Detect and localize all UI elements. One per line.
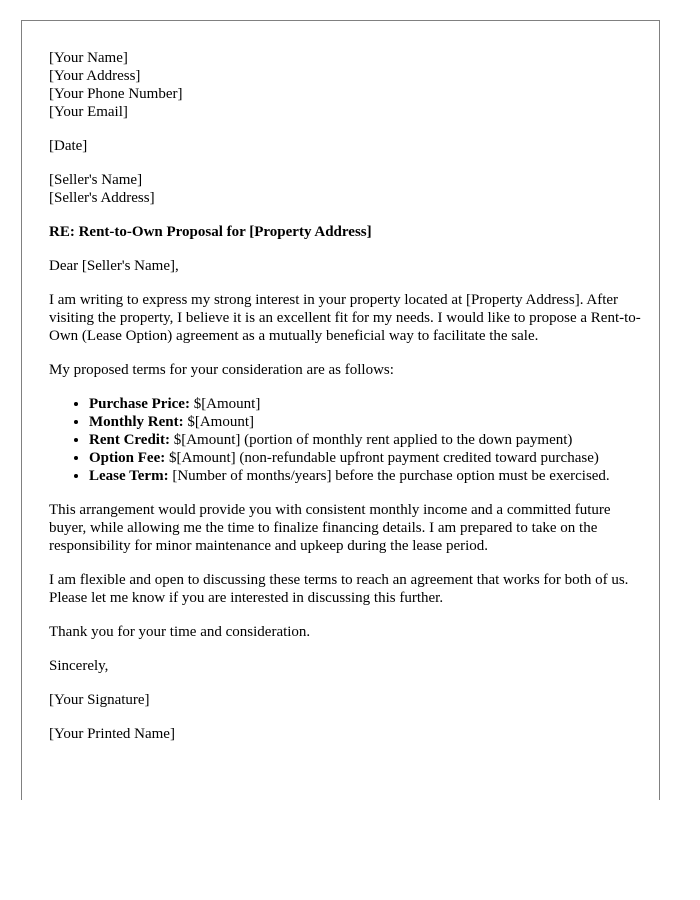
signature: [Your Signature]	[49, 692, 150, 708]
term-value: [Number of months/years] before the purchase option must be exercised.	[168, 468, 610, 484]
recipient-block	[49, 171, 649, 207]
sender-block	[49, 49, 649, 121]
sender-phone: [Your Phone Number]	[49, 86, 183, 102]
term-value: $[Amount]	[183, 414, 254, 430]
term-value: $[Amount] (portion of monthly rent applied to the down payment)	[169, 432, 573, 448]
terms-list	[49, 395, 649, 485]
sender-name: [Your Name]	[49, 50, 128, 66]
thanks-paragraph: Thank you for your time and consideration.	[49, 624, 311, 640]
term-value: $[Amount] (non-refundable upfront payment credited toward purchase)	[165, 450, 599, 466]
subject-line: RE: Rent-to-Own Proposal for [Property Address]	[49, 224, 372, 240]
intro-paragraph: I am writing to express my strong interest in your property located at [Property Address]. After visiting the property, I believe it is an excellent fit for my needs. I would like to propose a Rent-to-Own (Lease Option) agreement as a mutually beneficial way to facilitate the sale.	[49, 292, 641, 344]
recipient-name: [Seller's Name]	[49, 172, 143, 188]
list-item	[89, 467, 649, 485]
letter-date: [Date]	[49, 138, 88, 154]
recipient-address: [Seller's Address]	[49, 190, 155, 206]
list-item	[89, 395, 649, 413]
sender-address: [Your Address]	[49, 68, 141, 84]
list-item	[89, 431, 649, 449]
printed-name: [Your Printed Name]	[49, 726, 175, 742]
salutation: Dear [Seller's Name],	[49, 258, 179, 274]
term-label: Monthly Rent:	[89, 414, 184, 430]
term-value: $[Amount]	[189, 396, 261, 412]
list-item	[89, 449, 649, 467]
benefits-paragraph: This arrangement would provide you with consistent monthly income and a committed future buyer, while allowing me the time to finalize financing details. I am prepared to take on the responsibility for minor maintenance and upkeep during the lease period.	[49, 502, 611, 554]
term-label: Rent Credit:	[89, 432, 170, 448]
term-label: Lease Term:	[89, 468, 169, 484]
list-item	[89, 413, 649, 431]
term-label: Purchase Price:	[89, 396, 190, 412]
term-label: Option Fee:	[89, 450, 166, 466]
flexible-paragraph: I am flexible and open to discussing these terms to reach an agreement that works for both of us. Please let me know if you are interested in discussing this further.	[49, 572, 629, 606]
letter-content	[49, 49, 649, 759]
letter-page	[21, 20, 660, 800]
closing: Sincerely,	[49, 658, 109, 674]
sender-email: [Your Email]	[49, 104, 128, 120]
terms-intro-paragraph: My proposed terms for your consideration are as follows:	[49, 362, 394, 378]
